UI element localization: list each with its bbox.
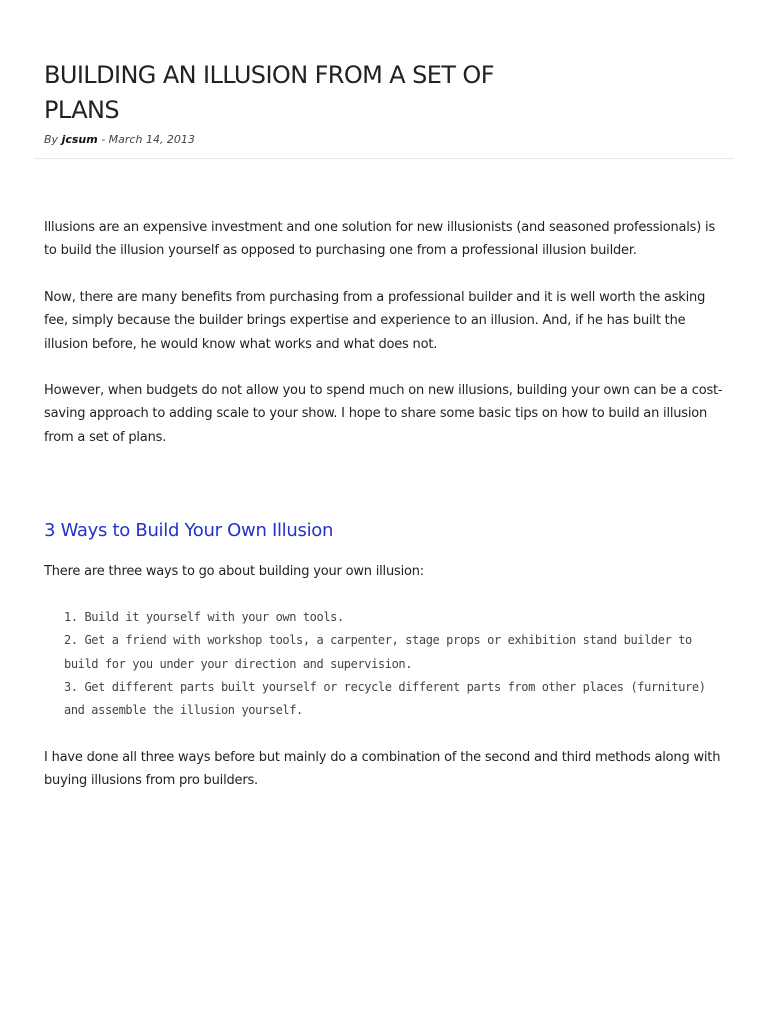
list-item: 3. Get different parts built yourself or recycle different parts from other places (furniture) and assemble the illusion yourself. bbox=[64, 679, 706, 718]
article-title: BUILDING AN ILLUSION FROM A SET OF PLANS bbox=[44, 61, 494, 124]
section-intro: There are three ways to go about building your own illusion: bbox=[44, 564, 424, 579]
paragraph-benefits: Now, there are many benefits from purchasing from a professional builder and it is well worth the asking fee, simply because the builder brings expertise and experience to an illusion. And, if he has built the illusion before, he would know what works and what does not. bbox=[44, 290, 706, 352]
section-heading: 3 Ways to Build Your Own Illusion bbox=[44, 520, 334, 541]
steps-list bbox=[64, 606, 714, 722]
byline-separator: - bbox=[97, 133, 109, 146]
author-link[interactable]: jcsum bbox=[61, 133, 98, 146]
list-item: 2. Get a friend with workshop tools, a carpenter, stage props or exhibition stand builder to build for you under your direction and supervision. bbox=[64, 633, 692, 671]
paragraph-intro: Illusions are an expensive investment and one solution for new illusionists (and seasoned professionals) is to build the illusion yourself as opposed to purchasing one from a professional illusion builder. bbox=[44, 220, 716, 259]
list-item: 1. Build it yourself with your own tools. bbox=[64, 610, 344, 624]
byline bbox=[44, 133, 195, 146]
paragraph-closing: I have done all three ways before but mainly do a combination of the second and third methods along with buying illusions from pro builders. bbox=[44, 750, 721, 789]
publish-date: March 14, 2013 bbox=[108, 133, 195, 146]
header-divider bbox=[34, 158, 734, 159]
byline-prefix: By bbox=[44, 133, 59, 146]
paragraph-budget: However, when budgets do not allow you to spend much on new illusions, building your own can be a cost-saving approach to adding scale to your show. I hope to share some basic tips on how to build an illusion from a set of plans. bbox=[44, 383, 723, 445]
